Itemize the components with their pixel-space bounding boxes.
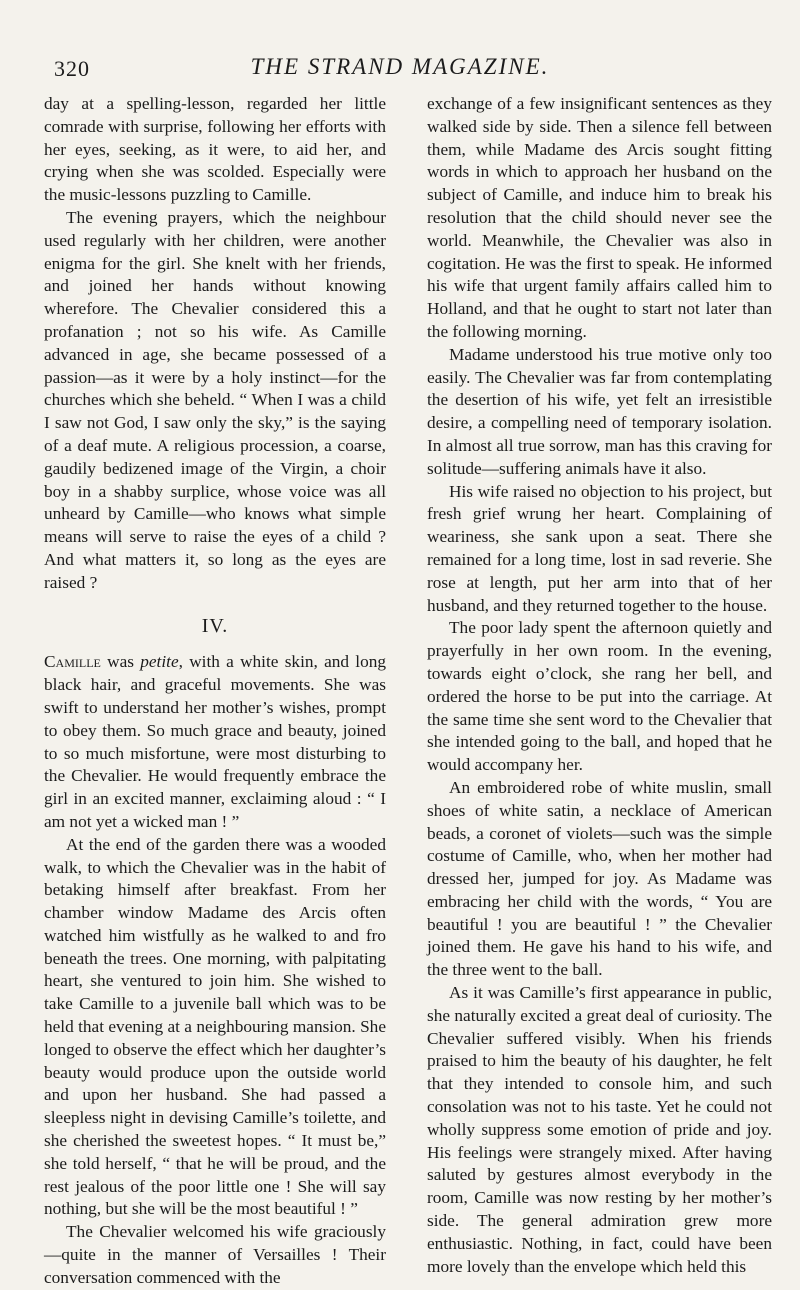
paragraph: The Chevalier welcomed his wife graciously—quite in the manner of Versailles ! Their conversation commenced with the [44, 1222, 386, 1287]
running-title: THE STRAND MAGAZINE. [250, 54, 550, 79]
paragraph: At the end of the garden there was a wooded walk, to which the Chevalier was in the habit of betaking himself after breakfast. From her chamber window Madame des Arcis often watched him wistfully as he walked to and fro beneath the trees. One morning, with palpitating heart, she ventured to join him. She wished to take Camille to a juvenile ball which was to be held that evening at a neighbouring mansion. She longed to observe the effect which her daughter’s beauty would produce upon the outside world and upon her husband. She had passed a sleepless night in devising Camille’s toilette, and she cherished the sweetest hopes. “ It must be,” she told herself, “ that he will be proud, and the rest jealous of the poor little one ! She will say nothing, but she will be the most beautiful ! ” [44, 834, 386, 1219]
paragraph: The evening prayers, which the neighbour used regularly with her children, were another enigma for the girl. She knelt with her friends, and joined her hands without knowing wherefore. The Chevalier considered this a profanation ; not so his wife. As Camille advanced in age, she became possessed of a passion—as it were by a holy instinct—for the churches which she beheld. “ When I was a child I saw not God, I saw only the sky,” is the saying of a deaf mute. A religious procession, a coarse, gaudily bedizened image of the Virgin, a choir boy in a shabby surplice, whose voice was all unheard by Camille—who knows what simple means will serve to raise the eyes of a child ? And what matters it, so long as the eyes are raised ? [44, 207, 386, 592]
paragraph: day at a spelling-lesson, regarded her little comrade with surprise, following her efforts with her eyes, seeking, as it were, to aid her, and crying when she was scolded. Especially were the music-lessons puzzling to Camille. [44, 94, 386, 205]
paragraph-section-start [44, 651, 386, 833]
page-header [40, 50, 760, 84]
left-column [44, 93, 386, 1290]
paragraph-text: was [100, 652, 141, 672]
paragraph: exchange of a few insignificant sentences as they walked side by side. Then a silence fell between them, while Madame des Arcis sought fitting words in which to approach her husband on the subject of Camille, and induce him to break his resolution that the child should never see the world. Meanwhile, the Chevalier was also in cogitation. He was the first to speak. He informed his wife that urgent family affairs called him to Holland, and that he ought to start not later than the following morning. [427, 94, 772, 341]
paragraph: Madame understood his true motive only too easily. The Chevalier was far from contemplating the desertion of his wife, yet felt an irresistible desire, a compelling need of temporary isolation. In almost all true sorrow, man has this craving for solitude—suffering animals have it also. [427, 344, 772, 478]
right-column [427, 93, 772, 1278]
paragraph: His wife raised no objection to his project, but fresh grief wrung her heart. Complaining of weariness, she sank upon a seat. There she remained for a long time, lost in sad reverie. She rose at length, put her arm into that of her husband, and they returned together to the house. [427, 481, 772, 615]
paragraph: The poor lady spent the afternoon quietly and prayerfully in her own room. In the evening, towards eight o’clock, she rang her bell, and ordered the horse to be put into the carriage. At the same time she sent word to the Chevalier that she intended going to the ball, and hoped that he would accompany her. [427, 618, 772, 775]
page-number: 320 [54, 56, 90, 81]
paragraph-text: , with a white skin, and long black hair, and graceful movements. She was swift to understand her mother’s wishes, prompt to obey them. So much grace and beauty, joined to so much misfortune, were most disturbing to the Chevalier. He would frequently embrace the girl in an excited manner, exclaiming aloud : “ I am not yet a wicked man ! ” [44, 652, 386, 831]
paragraph: As it was Camille’s first appearance in public, she naturally excited a great deal of curiosity. The Chevalier suffered visibly. When his friends praised to him the beauty of his daughter, he felt that they intended to console him, and such consolation was not to his taste. Yet he could not wholly suppress some emotion of pride and joy. His feelings were strangely mixed. After having saluted by gestures almost everybody in the room, Camille was now resting by her mother’s side. The general admiration grew more enthusiastic. Nothing, in fact, could have been more lovely than the envelope which held this [427, 983, 772, 1276]
section-heading: IV. [201, 614, 229, 637]
drop-word: Camille [44, 652, 101, 672]
italic-word: petite [140, 652, 179, 672]
paragraph: An embroidered robe of white muslin, small shoes of white satin, a necklace of American beads, a coronet of violets—such was the simple costume of Camille, who, when her mother had dressed her, jumped for joy. As Madame was embracing her child with the words, “ You are beautiful ! you are beautiful ! ” the Chevalier joined them. He gave his hand to his wife, and the three went to the ball. [427, 777, 772, 980]
